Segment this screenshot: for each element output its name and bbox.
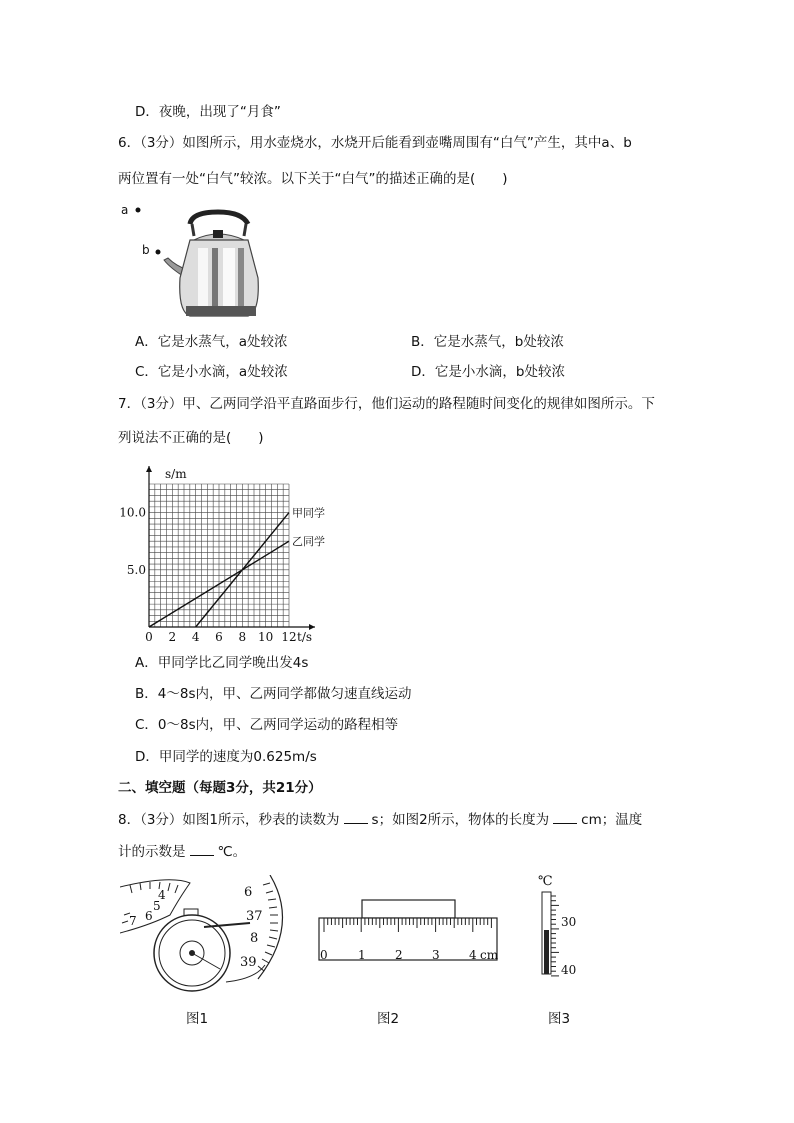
answer-blank-length[interactable] (553, 811, 577, 824)
ruler-figure (315, 895, 505, 965)
kettle-label-a: a (121, 203, 129, 217)
minute-label-5: 5 (153, 899, 161, 913)
y-tick-label: 10.0 (119, 505, 146, 520)
x-tick-label: 12 (281, 630, 297, 644)
q6-option-b: B．它是水蒸气，b处较浓 (411, 334, 564, 350)
ruler-label-0: 0 (320, 948, 328, 962)
caption-fig1: 图1 (186, 1011, 209, 1027)
q7-option-c: C．0～8s内，甲、乙两同学运动的路程相等 (135, 717, 399, 733)
q8-stem-line1 (118, 811, 642, 829)
thermo-label-40: 40 (561, 963, 577, 977)
series-label-1: 乙同学 (292, 535, 325, 549)
q7-stem-line2: 列说法不正确的是( ) (118, 430, 264, 446)
x-axis-label: t/s (297, 630, 313, 644)
point-a-dot (136, 208, 141, 213)
second-label-37: 37 (246, 909, 263, 924)
q5-option-d: D．夜晚，出现了“月食” (135, 104, 281, 120)
q7-option-a: A．甲同学比乙同学晚出发4s (135, 655, 309, 671)
second-label-6: 6 (244, 885, 253, 900)
minute-label-6: 6 (145, 909, 153, 923)
caption-fig3: 图3 (548, 1011, 571, 1027)
second-dial-arc (258, 875, 283, 979)
q8-stem-line2 (118, 843, 246, 861)
q8-text-2: s；如图2所示，物体的长度为 (371, 812, 550, 828)
stopwatch-figure (120, 875, 290, 1005)
caption-fig2: 图2 (377, 1011, 400, 1027)
q6-option-c: C．它是小水滴，a处较浓 (135, 364, 288, 380)
answer-blank-stopwatch[interactable] (344, 811, 368, 824)
q6-option-d: D．它是小水滴，b处较浓 (411, 364, 565, 380)
point-b-dot (156, 250, 161, 255)
q8-text-4: 计的示数是 (118, 844, 186, 860)
x-tick-label: 8 (238, 630, 247, 644)
x-tick-label: 6 (215, 630, 223, 644)
mercury-column (544, 930, 549, 974)
q6-stem-line2: 两位置有一处“白气”较浓。以下关于“白气”的描述正确的是( ) (118, 171, 508, 187)
kettle-figure (128, 200, 278, 330)
section-heading: 二、填空题（每题3分，共21分） (118, 780, 322, 796)
ruler-unit: cm (480, 948, 499, 962)
ruler-label-1: 1 (358, 948, 366, 962)
y-axis-label: s/m (165, 467, 187, 481)
x-tick-label: 4 (191, 630, 200, 644)
ruler-label-3: 3 (432, 948, 440, 962)
thermo-label-30: 30 (561, 915, 577, 929)
y-axis-arrow (146, 466, 152, 472)
distance-time-chart (115, 460, 345, 645)
y-tick-label: 5.0 (126, 562, 146, 577)
q7-stem-line1: 7．（3分）甲、乙两同学沿平直路面步行，他们运动的路程随时间变化的规律如图所示。下 (118, 396, 655, 412)
minute-label-7: 7 (129, 914, 137, 928)
second-label-39: 39 (240, 955, 257, 970)
kettle-label-b: b (142, 243, 150, 257)
second-label-8: 8 (250, 931, 259, 946)
measured-object (362, 900, 455, 918)
thermometer-figure (528, 870, 588, 980)
ruler-label-4: 4 (469, 948, 477, 962)
thermo-unit: ℃ (538, 874, 553, 889)
q8-text-5: ℃。 (217, 844, 247, 860)
series-label-0: 甲同学 (292, 506, 325, 520)
x-tick-label: 0 (145, 630, 153, 644)
x-tick-label: 2 (168, 630, 177, 644)
x-tick-label: 10 (258, 630, 274, 644)
q7-option-b: B．4～8s内，甲、乙两同学都做匀速直线运动 (135, 686, 412, 702)
q8-text-1: 8．（3分）如图1所示，秒表的读数为 (118, 812, 340, 828)
q6-option-a: A．它是水蒸气，a处较浓 (135, 334, 288, 350)
q6-stem-line1: 6．（3分）如图所示，用水壶烧水，水烧开后能看到壶嘴周围有“白气”产生，其中a、b (118, 135, 632, 151)
ruler-label-2: 2 (395, 948, 403, 962)
minute-label-4: 4 (158, 888, 166, 902)
q7-option-d: D．甲同学的速度为0.625m/s (135, 749, 317, 765)
answer-blank-temperature[interactable] (190, 843, 214, 856)
q8-text-3: cm；温度 (581, 812, 643, 828)
